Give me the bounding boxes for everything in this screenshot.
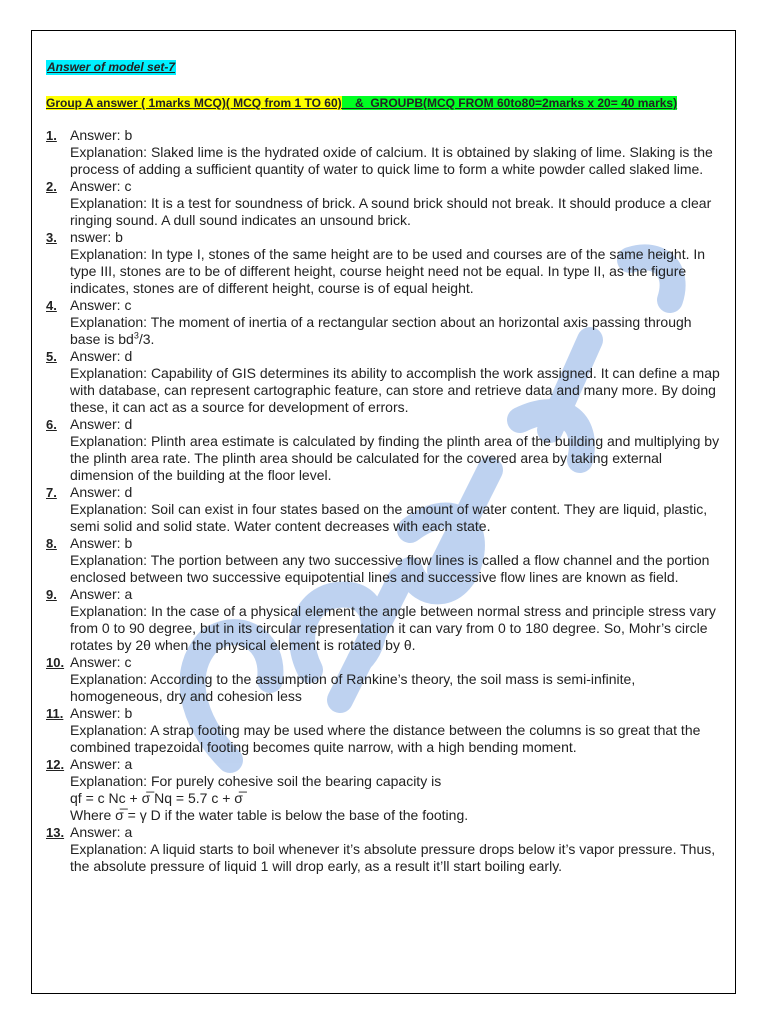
document-title: Answer of model set-7 xyxy=(47,60,176,74)
question-number: 8. xyxy=(46,536,57,551)
question-number: 3. xyxy=(46,230,57,245)
formula-line: qf = c Nc + σ̅ Nq = 5.7 c + σ̅ xyxy=(70,790,243,806)
answer-item xyxy=(46,178,722,229)
question-number: 6. xyxy=(46,417,57,432)
answer-label: Answer: d xyxy=(70,484,133,500)
superscript: 3 xyxy=(133,330,139,341)
answer-item xyxy=(46,705,722,756)
explanation: Explanation: In type I, stones of the same height are to be used and courses are of the same height. In type III, stones are to be of different height, course height need not be equal. In type II, as the figure indicates, stones are of different height, course is of equal height. xyxy=(70,246,706,296)
answer-label: Answer: a xyxy=(70,756,133,772)
answer-list xyxy=(46,127,722,875)
answer-label: Answer: a xyxy=(70,824,133,840)
explanation: Explanation: Plinth area estimate is calculated by finding the plinth area of the building and multiplying by the plinth area rate. The plinth area should be calculated for the covered area by taking external dimension of the building at the floor level. xyxy=(70,433,720,483)
explanation-tail: /3. xyxy=(138,331,155,347)
document-body xyxy=(46,58,722,875)
question-number: 12. xyxy=(46,757,65,772)
explanation: Explanation: Slaked lime is the hydrated oxide of calcium. It is obtained by slaking of lime. Slaking is the process of adding a sufficient quantity of water to quick lime to form a white powder called slaked lime. xyxy=(70,144,713,177)
answer-item xyxy=(46,127,722,178)
answer-label: Answer: b xyxy=(70,535,133,551)
answer-label: Answer: a xyxy=(70,586,133,602)
explanation: Explanation: Soil can exist in four states based on the amount of water content. They are liquid, plastic, semi solid and solid state. Water content decreases with each state. xyxy=(70,501,708,534)
answer-item xyxy=(46,824,722,875)
question-number: 13. xyxy=(46,825,65,840)
question-number: 5. xyxy=(46,349,57,364)
explanation-text: Explanation: The moment of inertia of a rectangular section about an horizontal axis passing through base is bd xyxy=(70,314,692,347)
question-number: 9. xyxy=(46,587,57,602)
question-number: 2. xyxy=(46,179,57,194)
explanation: Explanation: A strap footing may be used where the distance between the columns is so great that the combined trapezoidal footing becomes quite narrow, with a high bending moment. xyxy=(70,722,701,755)
formula-note: Where σ̅ = γ D if the water table is below the base of the footing. xyxy=(70,807,469,823)
answer-item xyxy=(46,484,722,535)
answer-label: Answer: c xyxy=(70,654,132,670)
explanation: Explanation: A liquid starts to boil whenever it’s absolute pressure drops below it’s vapor pressure. Thus, the absolute pressure of liquid 1 will drop early, as a result it’ll start boiling early. xyxy=(70,841,716,874)
explanation xyxy=(70,314,722,348)
answer-label: Answer: c xyxy=(70,178,132,194)
answer-item xyxy=(46,756,722,824)
question-number: 7. xyxy=(46,485,57,500)
question-number: 4. xyxy=(46,298,57,313)
answer-item xyxy=(46,535,722,586)
group-heading xyxy=(46,96,722,111)
explanation: Explanation: It is a test for soundness of brick. A sound brick should not break. It should produce a clear ringing sound. A dull sound indicates an unsound brick. xyxy=(70,195,712,228)
answer-item xyxy=(46,229,722,297)
explanation: Explanation: For purely cohesive soil the bearing capacity is xyxy=(70,773,442,789)
explanation: Explanation: According to the assumption of Rankine’s theory, the soil mass is semi-infinite, homogeneous, dry and cohesion less xyxy=(70,671,636,704)
answer-label: Answer: c xyxy=(70,297,132,313)
answer-label: Answer: b xyxy=(70,705,133,721)
explanation: Explanation: In the case of a physical element the angle between normal stress and principle stress vary from 0 to 90 degree, but in its circular representation it can vary from 0 to 180 degree. So, Mohr’s circle rotates by 2θ when the physical element is rotated by θ. xyxy=(70,603,716,653)
question-number: 1. xyxy=(46,128,57,143)
answer-label: nswer: b xyxy=(70,229,123,245)
question-number: 11. xyxy=(46,706,64,721)
group-b-heading: __&_GROUPB(MCQ FROM 60to80=2marks x 20= 40 marks) xyxy=(341,96,678,110)
answer-item xyxy=(46,654,722,705)
question-number: 10. xyxy=(46,655,65,670)
explanation: Explanation: The portion between any two successive flow lines is called a flow channel and the portion enclosed between two successive equipotential lines and successive flow lines are known as field. xyxy=(70,552,710,585)
answer-item xyxy=(46,297,722,348)
group-a-heading: Group A answer ( 1marks MCQ)( MCQ from 1 TO 60) xyxy=(46,96,342,110)
answer-item xyxy=(46,348,722,416)
answer-label: Answer: d xyxy=(70,348,133,364)
answer-item xyxy=(46,586,722,654)
explanation: Explanation: Capability of GIS determines its ability to accomplish the work assigned. It can define a map with database, can represent cartographic feature, can store and retrieve data and many more. By doing these, it can act as a source for development of errors. xyxy=(70,365,720,415)
answer-label: Answer: d xyxy=(70,416,133,432)
answer-item xyxy=(46,416,722,484)
answer-label: Answer: b xyxy=(70,127,133,143)
